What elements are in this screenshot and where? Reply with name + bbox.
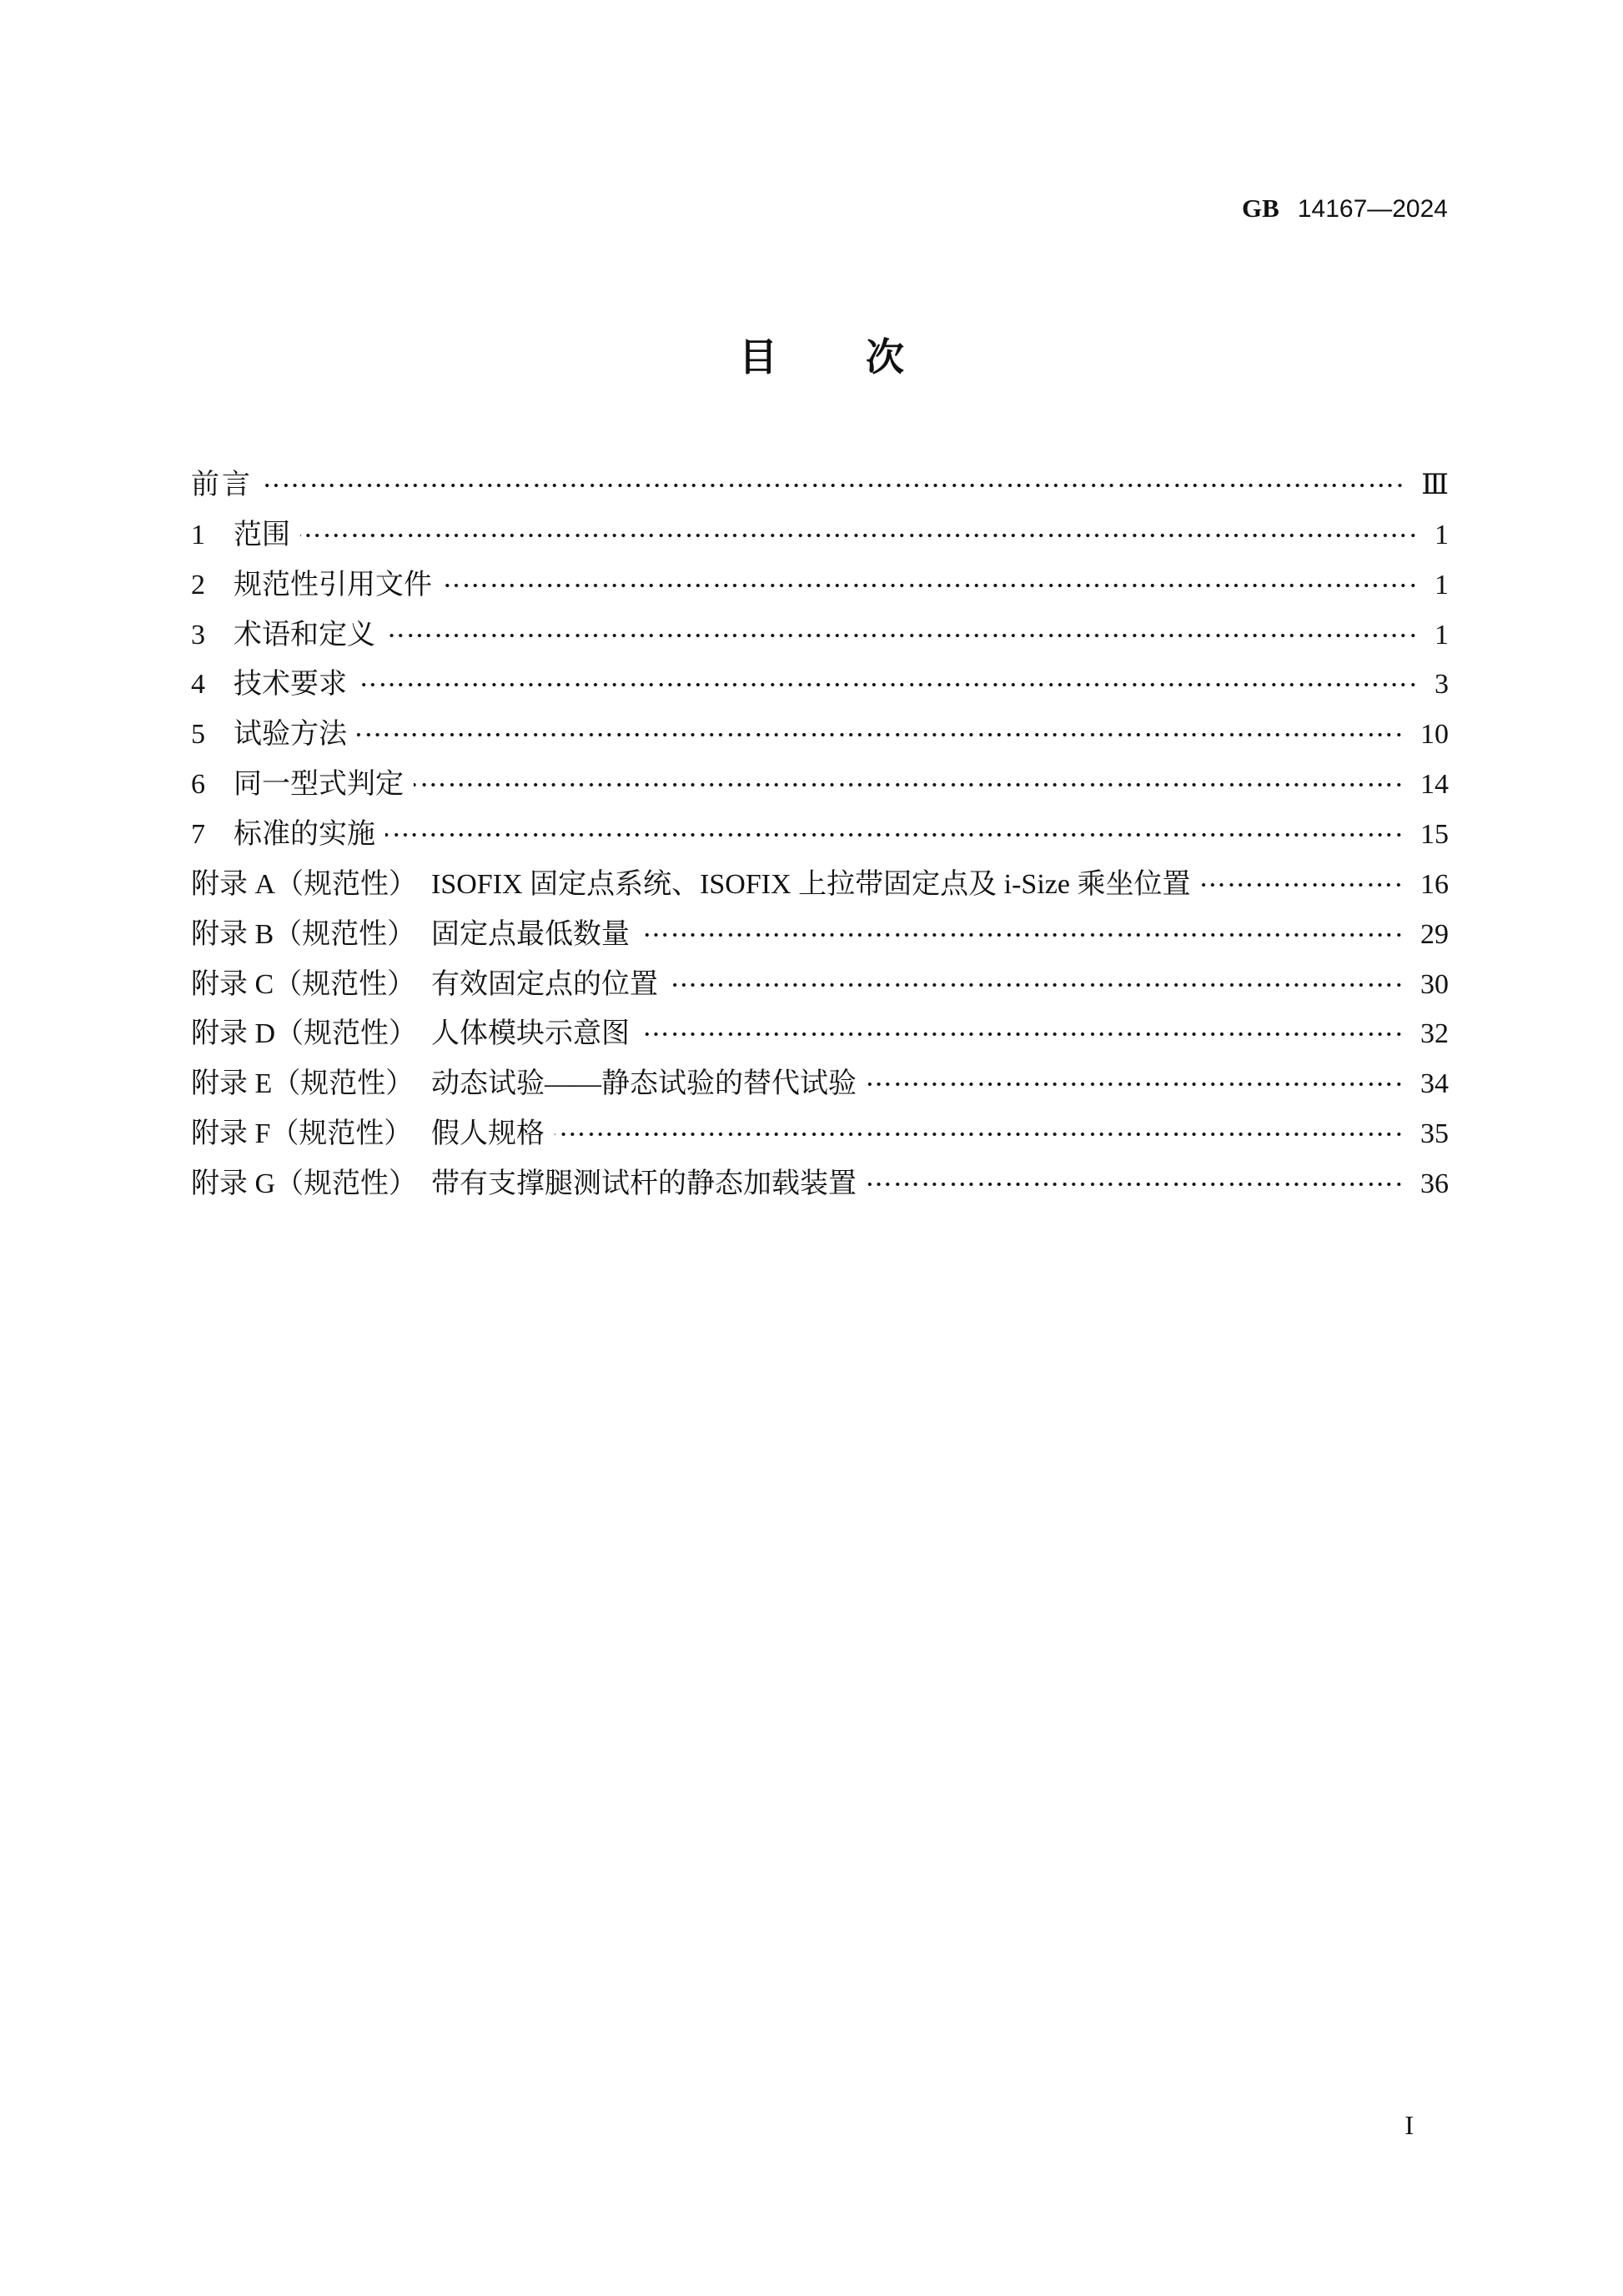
entry-page-number: 36 [1420,1168,1449,1200]
dot-leader [300,510,1417,560]
dot-leader [1200,860,1403,910]
entry-page-number: 10 [1420,719,1449,751]
toc-entry-4[interactable] [191,660,1449,710]
toc-entry-annex-e[interactable] [191,1059,1449,1109]
toc-entry-2[interactable] [191,560,1449,610]
entry-title: 范围 [234,519,290,550]
toc-entry-annex-f[interactable] [191,1109,1449,1159]
dot-leader [385,610,1417,661]
dot-leader [640,1009,1403,1059]
toc-entry-5[interactable] [191,710,1449,760]
toc-entry-annex-b[interactable] [191,910,1449,960]
dot-leader [640,910,1403,960]
annex-label: 附录 B（规范性） [191,918,416,950]
dot-leader [442,560,1417,610]
toc-entry-preface[interactable] [191,460,1449,510]
dot-leader [357,660,1417,710]
entry-number: 6 [191,769,205,801]
dot-leader [263,460,1404,510]
entry-title: 规范性引用文件 [234,569,432,600]
entry-title: 带有支撑腿测试杆的静态加载装置 [431,1168,857,1200]
annex-label: 附录 C（规范性） [191,968,416,1000]
dot-leader [385,810,1403,860]
entry-number: 1 [191,519,205,550]
page-title-char-2: 次 [866,334,904,379]
toc-entry-annex-a[interactable] [191,860,1449,910]
entry-page-number: 32 [1420,1018,1449,1050]
toc-entry-1[interactable] [191,510,1449,560]
dot-leader [867,1059,1403,1109]
entry-page-number: 35 [1420,1118,1449,1150]
toc-entry-annex-g[interactable] [191,1159,1449,1209]
entry-title: 有效固定点的位置 [431,968,658,1000]
entry-title: 术语和定义 [234,619,375,651]
entry-page-number: 3 [1435,669,1449,701]
standard-number: 14167—2024 [1297,195,1448,223]
entry-number: 2 [191,569,205,600]
annex-label: 附录 A（规范性） [191,868,418,900]
entry-title: 同一型式判定 [234,769,404,801]
dot-leader [867,1159,1403,1209]
entry-page-number: 14 [1420,769,1449,801]
entry-title: 动态试验——静态试验的替代试验 [431,1068,857,1100]
entry-page-number: 1 [1435,619,1449,651]
entry-title: ISOFIX 固定点系统、ISOFIX 上拉带固定点及 i-Size 乘坐位置 [431,868,1191,900]
annex-label: 附录 E（规范性） [191,1068,415,1100]
entry-page-number: 1 [1435,569,1449,600]
entry-title: 技术要求 [234,669,347,701]
entry-page-number: Ⅲ [1421,470,1449,500]
entry-title: 标准的实施 [234,819,375,851]
dot-leader [414,760,1403,810]
dot-leader [668,960,1403,1010]
document-header [1242,194,1448,223]
entry-page-number: 34 [1420,1068,1449,1100]
entry-page-number: 29 [1420,918,1449,950]
dot-leader [357,710,1403,760]
dot-leader [555,1109,1403,1159]
entry-number: 7 [191,819,205,851]
annex-label: 附录 D（规范性） [191,1018,418,1050]
entry-number: 5 [191,719,205,751]
entry-number: 3 [191,619,205,651]
entry-page-number: 30 [1420,968,1449,1000]
page-title-char-1: 目 [739,334,777,379]
entry-page-number: 1 [1435,519,1449,550]
entry-page-number: 15 [1420,819,1449,851]
entry-title: 前言 [191,470,253,500]
toc-entry-annex-c[interactable] [191,960,1449,1010]
toc-entry-annex-d[interactable] [191,1009,1449,1059]
entry-title: 假人规格 [431,1118,545,1150]
entry-title: 固定点最低数量 [431,918,630,950]
page-number: I [1404,2110,1414,2140]
standard-prefix: GB [1242,193,1279,223]
entry-page-number: 16 [1420,868,1449,900]
entry-title: 试验方法 [234,719,347,751]
toc-entry-7[interactable] [191,810,1449,860]
annex-label: 附录 F（规范性） [191,1118,413,1150]
entry-title: 人体模块示意图 [431,1018,630,1050]
annex-label: 附录 G（规范性） [191,1168,418,1200]
toc-entry-3[interactable] [191,610,1449,661]
toc-entry-6[interactable] [191,760,1449,810]
table-of-contents [191,460,1449,1209]
entry-number: 4 [191,669,205,701]
